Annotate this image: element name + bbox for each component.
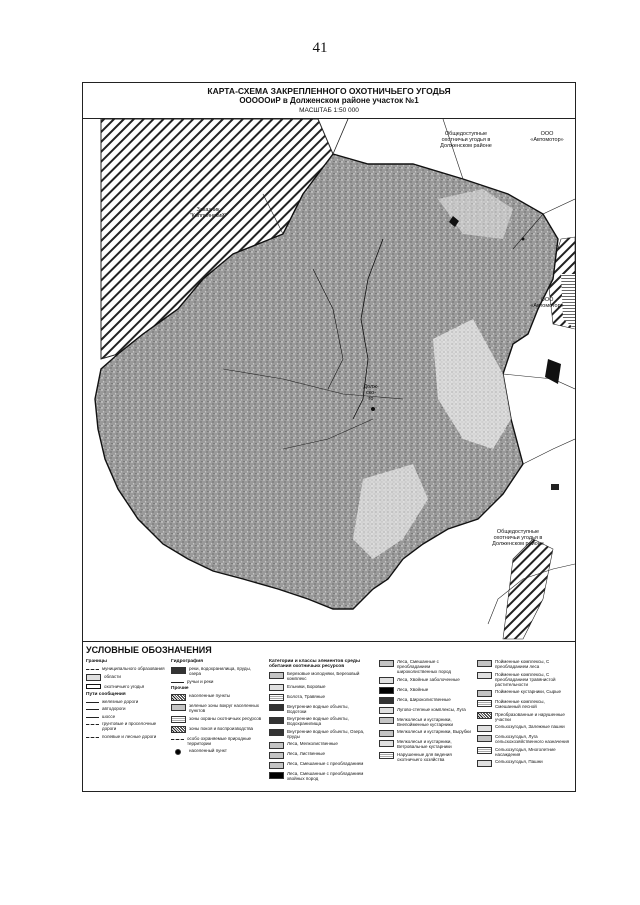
settlement-dot-icon <box>175 749 181 755</box>
legend-heading: Границы <box>86 659 108 664</box>
legend-column-5 <box>477 659 571 769</box>
boundary-symbol <box>86 684 101 689</box>
legend-item: Преобразованные и нарушенные участки <box>477 712 571 722</box>
legend-item: ручьи и реки <box>171 679 263 684</box>
habitat-symbol <box>269 684 284 691</box>
legend-item: муниципального образования <box>86 666 168 671</box>
habitat-symbol <box>477 747 492 754</box>
legend-heading: Прочие <box>171 686 189 691</box>
legend-item: Внутренние водные объекты, Водохранилища <box>269 716 367 726</box>
legend-item: Пойменные кустарники, Сырые <box>477 689 571 697</box>
legend-item: зеленые зоны вокруг населенных пунктов <box>171 703 263 713</box>
legend-item: Леса, Смешанные с преобладанием широколиственных пород <box>379 659 471 674</box>
habitat-symbol <box>379 717 394 724</box>
legend-item: Леса, Лиственные <box>269 751 367 759</box>
habitat-symbol <box>477 660 492 667</box>
legend-item: автодороги <box>86 706 168 711</box>
other-symbol <box>171 739 184 740</box>
habitat-symbol <box>379 687 394 694</box>
legend-title: УСЛОВНЫЕ ОБОЗНАЧЕНИЯ <box>86 645 212 655</box>
map-drawing <box>83 119 575 641</box>
road-symbol <box>86 737 99 738</box>
legend-item: особо охраняемые природные территории <box>171 736 263 746</box>
road-line <box>503 374 575 389</box>
water-body <box>545 359 561 384</box>
legend-item: Мелколесья и кустарники, Внепойменные кустарники <box>379 717 471 727</box>
habitat-symbol <box>379 752 394 759</box>
legend-item: Нарушенные для ведения охотничьего хозяйства <box>379 752 471 762</box>
habitat-symbol <box>477 760 492 767</box>
road-symbol <box>86 717 99 718</box>
habitat-symbol <box>477 700 492 707</box>
habitat-symbol <box>269 752 284 759</box>
road-line <box>443 119 463 179</box>
settlement-marker <box>371 407 375 411</box>
habitat-symbol <box>379 740 394 747</box>
map-subtitle: ОООООиР в Долженском районе участок №1 <box>239 96 419 105</box>
map-title: КАРТА-СХЕМА ЗАКРЕПЛЕННОГО ОХОТНИЧЬЕГО УГОДЬЯ <box>207 86 451 96</box>
legend-heading: Пути сообщения <box>86 691 126 697</box>
habitat-symbol <box>379 677 394 684</box>
habitat-symbol <box>269 742 284 749</box>
legend <box>83 641 575 791</box>
legend-column-4 <box>379 659 471 764</box>
habitat-symbol <box>379 707 394 714</box>
ooo-label-right: ООО «Автомотор» <box>530 297 564 309</box>
zakaznik-label: Заказник "Колпнянский" <box>189 207 227 219</box>
legend-item: охотничьего угодья <box>86 684 168 690</box>
habitat-symbol <box>379 730 394 737</box>
habitat-symbol <box>477 725 492 732</box>
map-sheet <box>82 82 576 792</box>
road-line <box>523 439 575 464</box>
habitat-symbol <box>269 694 284 701</box>
other-symbol <box>171 726 186 733</box>
settlement-label: Долж- ско- го <box>363 384 379 402</box>
legend-item: грунтовые и проселочные дороги <box>86 721 168 731</box>
legend-item: Леса, Широколиственные <box>379 697 471 705</box>
legend-item: Березовые молодняки, Березовый комплекс <box>269 671 367 681</box>
page-number: 41 <box>312 40 328 56</box>
habitat-symbol <box>269 672 284 679</box>
legend-item: шоссе <box>86 714 168 719</box>
habitat-symbol <box>477 735 492 742</box>
neighbor-hunting-ground-label-bottom: Общедоступные охотничьи угодья в Долженском районе <box>492 529 544 547</box>
legend-column-1 <box>86 659 168 741</box>
hydro-symbol <box>171 682 184 683</box>
legend-heading: Гидрография <box>171 659 203 664</box>
legend-item: Леса, Смешанные с преобладанием <box>269 761 367 769</box>
legend-item: Пойменные комплексы, Смешанный лесной <box>477 699 571 709</box>
habitat-symbol <box>477 672 492 679</box>
road-symbol <box>86 724 99 725</box>
legend-item: Леса, Хвойные заболоченные <box>379 677 471 685</box>
other-symbol <box>171 716 186 723</box>
legend-heading: Категории и классы элементов среды обитания охотничьих ресурсов <box>269 659 361 669</box>
legend-item: Ельники, Боровые <box>269 684 367 692</box>
legend-item: Леса, Мелколиственные <box>269 741 367 749</box>
habitat-symbol <box>477 690 492 697</box>
hydro-symbol <box>171 667 186 674</box>
settlement-marker <box>522 238 525 241</box>
legend-item: Сельхозугодья, Залежные пашни <box>477 724 571 732</box>
map-area <box>83 118 575 642</box>
legend-item: Леса, Смешанные с преобладанием хвойных пород <box>269 771 367 781</box>
legend-item: Пойменные комплексы, С преобладанием леса <box>477 659 571 669</box>
legend-item: Сельхозугодья, Луга сельскохозяйственного назначения <box>477 734 571 744</box>
map-scale: МАСШТАБ 1:50 000 <box>299 107 359 114</box>
legend-column-2 <box>171 659 263 757</box>
ooo-label-top: ООО «Автомотор» <box>530 131 564 143</box>
legend-item: Внутренние водные объекты, Водотоки <box>269 704 367 714</box>
water-body <box>551 484 559 490</box>
legend-item: Лугово-степные комплексы, Луга <box>379 707 471 715</box>
legend-item: Сельхозугодья, Многолетние насаждения <box>477 747 571 757</box>
legend-item: населенные пункты <box>171 693 263 701</box>
legend-item: железные дороги <box>86 699 168 704</box>
legend-item: полевые и лесные дороги <box>86 734 168 739</box>
habitat-symbol <box>269 704 284 711</box>
road-line <box>333 119 348 154</box>
habitat-symbol <box>269 729 284 736</box>
habitat-symbol <box>379 697 394 704</box>
legend-item: области <box>86 674 168 682</box>
legend-item: Мелколесья и кустарники, Ветровальные кустарники <box>379 739 471 749</box>
habitat-symbol <box>269 717 284 724</box>
boundary-symbol <box>86 669 99 670</box>
other-symbol <box>171 694 186 701</box>
road-symbol <box>86 709 99 710</box>
legend-item: Пойменные комплексы, С преобладанием травянистой растительности <box>477 672 571 687</box>
boundary-symbol <box>86 674 101 681</box>
legend-item: населенный пункт <box>171 748 263 755</box>
legend-item: Мелколесья и кустарники, Вырубки <box>379 729 471 737</box>
road-symbol <box>86 702 99 703</box>
legend-column-3 <box>269 659 367 784</box>
other-symbol <box>171 704 186 711</box>
neighbor-hunting-ground-label: Общедоступные охотничьи угодья в Долженском районе <box>440 131 492 149</box>
legend-item: зоны охраны охотничьих ресурсов <box>171 716 263 724</box>
habitat-symbol <box>477 712 492 719</box>
legend-item: зоны покоя и воспроизводства <box>171 726 263 734</box>
habitat-symbol <box>269 772 284 779</box>
habitat-symbol <box>269 762 284 769</box>
legend-item: Леса, Хвойные <box>379 687 471 695</box>
legend-item: Болота, Травяные <box>269 694 367 702</box>
legend-item: Сельхозугодья, Пашни <box>477 759 571 767</box>
legend-item: Внутренние водные объекты, Озера, пруды <box>269 729 367 739</box>
map-title-block <box>83 86 575 116</box>
legend-item: реки, водохранилища, пруды, озера <box>171 666 263 676</box>
habitat-symbol <box>379 660 394 667</box>
